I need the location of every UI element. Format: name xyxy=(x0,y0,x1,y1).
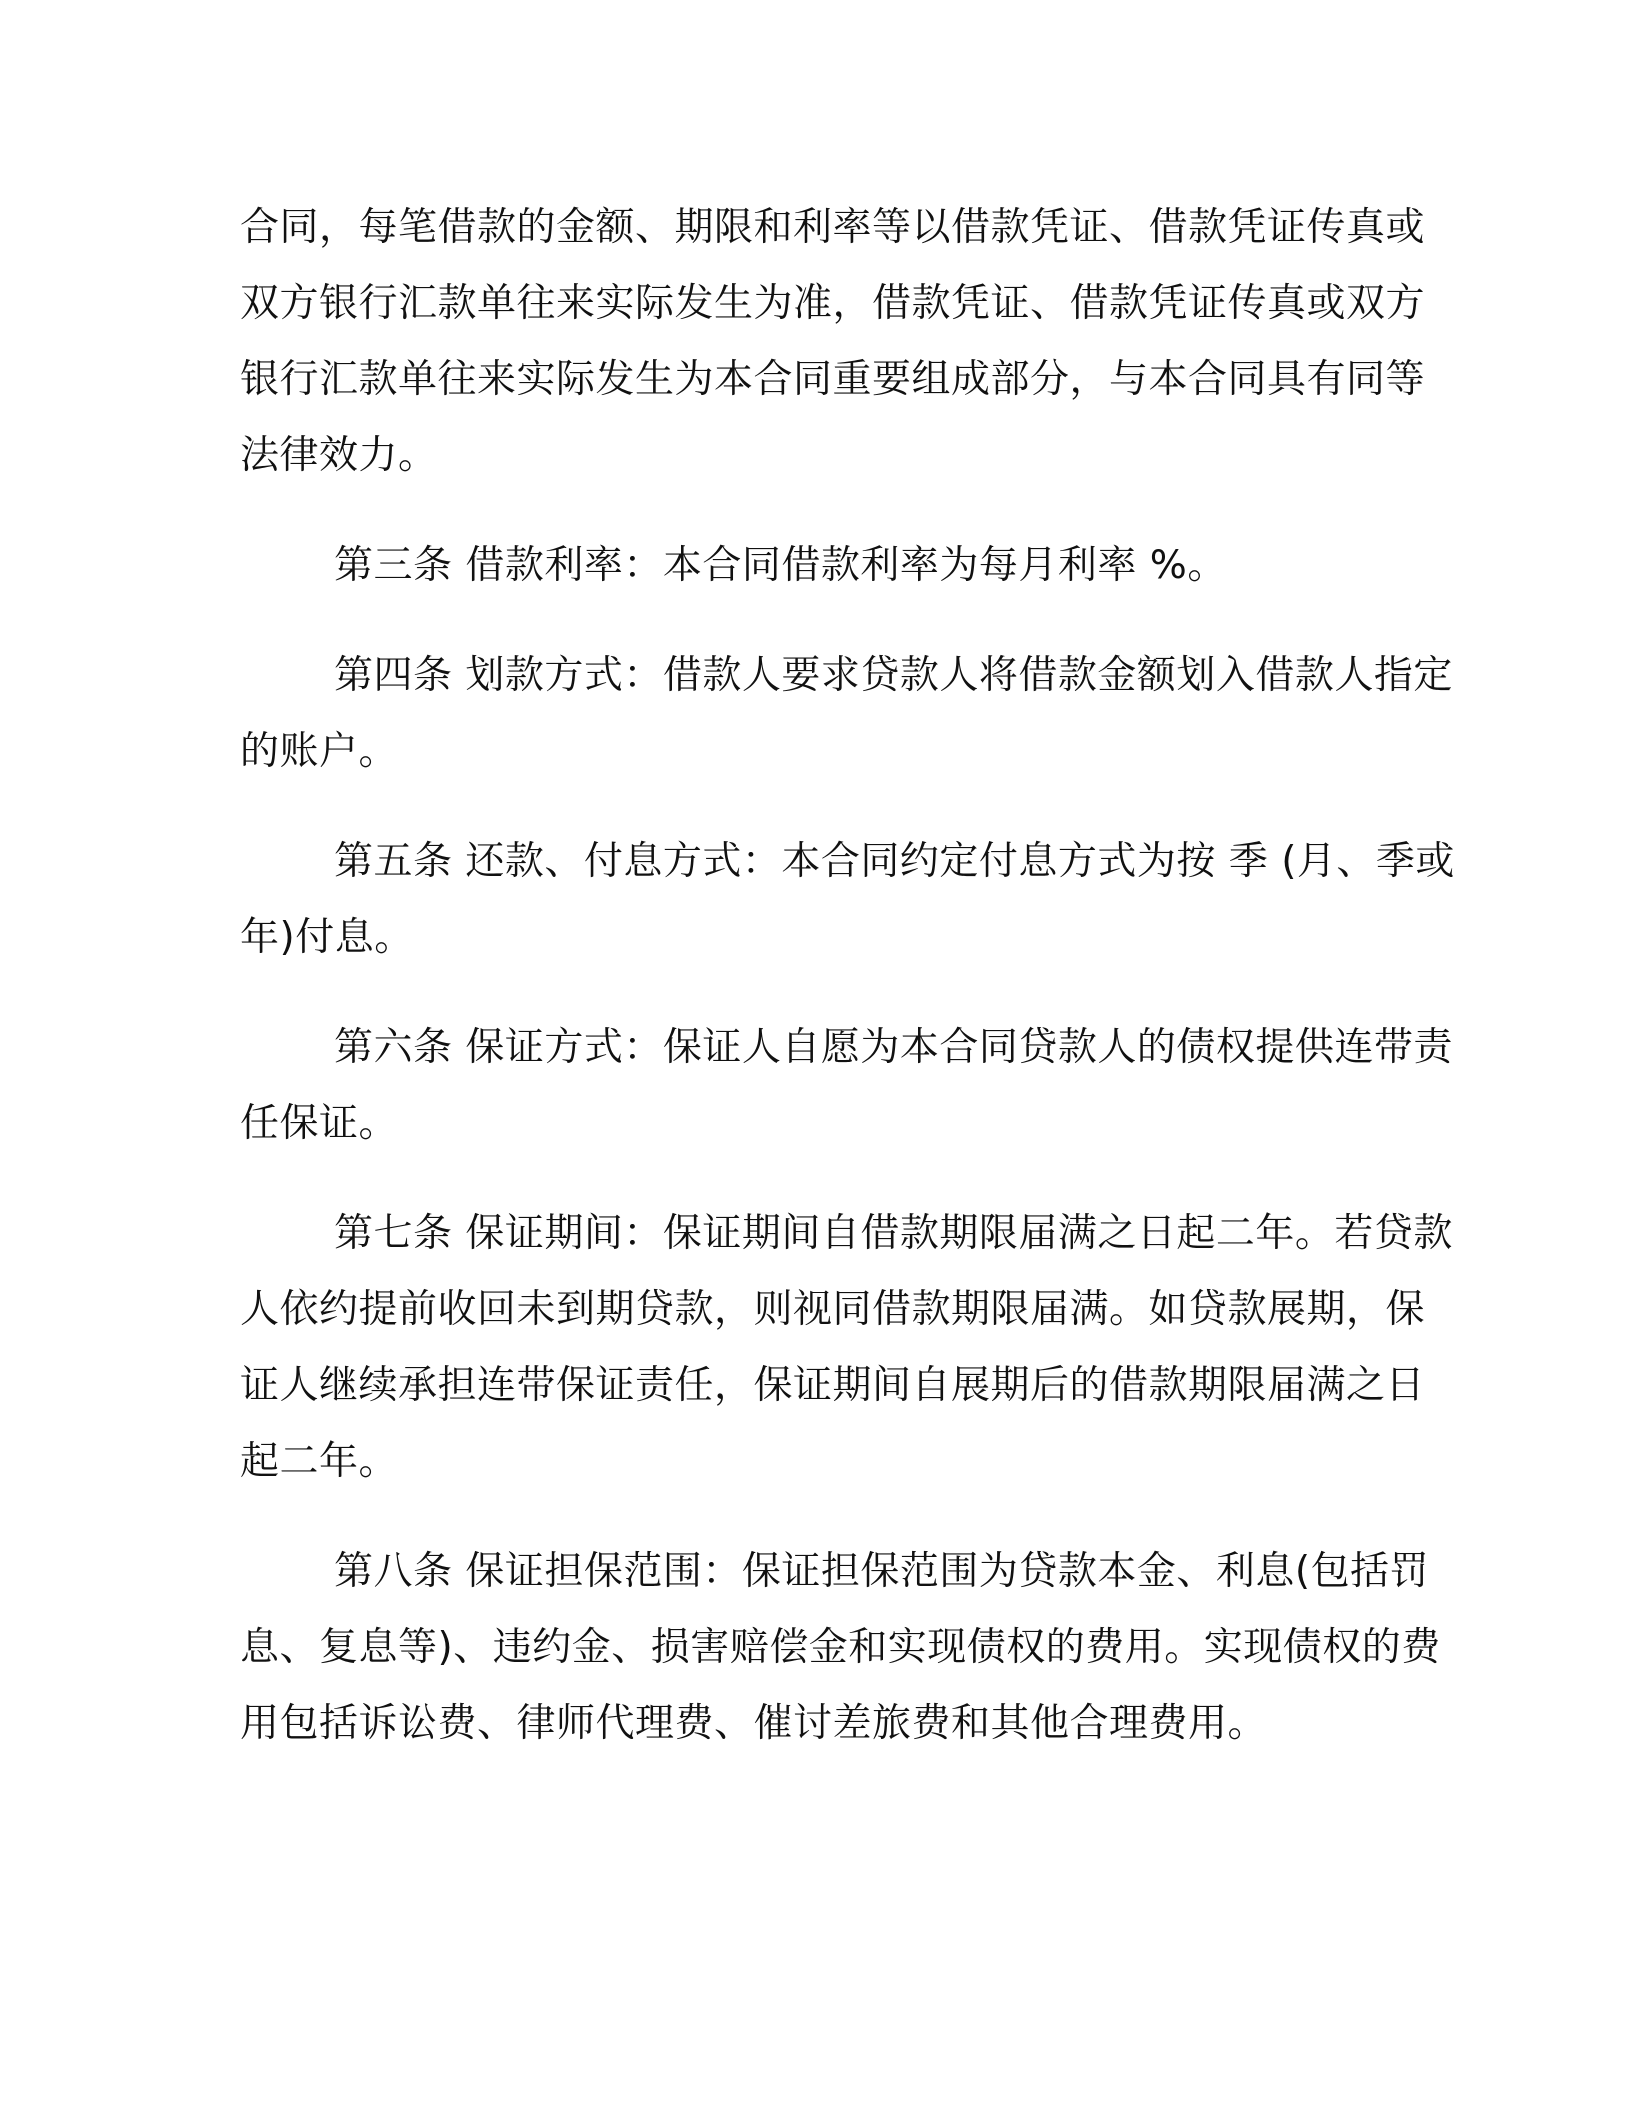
text-line: 用包括诉讼费、律师代理费、催讨差旅费和其他合理费用。 xyxy=(240,1701,1268,1746)
text-line: 第五条 还款、付息方式：本合同约定付息方式为按 季 (月、季或 xyxy=(334,839,1455,884)
paragraph-article-5 xyxy=(240,824,1455,976)
text-line: 双方银行汇款单往来实际发生为准，借款凭证、借款凭证传真或双方 xyxy=(240,281,1426,326)
text-line: 息、复息等)、违约金、损害赔偿金和实现债权的费用。实现债权的费 xyxy=(240,1625,1441,1670)
text-line: 的账户。 xyxy=(240,729,399,774)
text-line: 证人继续承担连带保证责任，保证期间自展期后的借款期限届满之日 xyxy=(240,1363,1426,1408)
text-line: 第七条 保证期间：保证期间自借款期限届满之日起二年。若贷款 xyxy=(334,1211,1453,1256)
text-line: 第六条 保证方式：保证人自愿为本合同贷款人的债权提供连带责 xyxy=(334,1025,1453,1070)
text-line: 起二年。 xyxy=(240,1439,399,1484)
text-line: 法律效力。 xyxy=(240,433,438,478)
text-line: 人依约提前收回未到期贷款，则视同借款期限届满。如贷款展期，保 xyxy=(240,1287,1426,1332)
paragraph-article-3 xyxy=(240,528,1400,604)
paragraph-contract-continuation xyxy=(240,190,1426,494)
text-line: 银行汇款单往来实际发生为本合同重要组成部分，与本合同具有同等 xyxy=(240,357,1426,402)
text-line: 任保证。 xyxy=(240,1101,399,1146)
paragraph-article-7 xyxy=(240,1196,1453,1500)
text-line: 第八条 保证担保范围：保证担保范围为贷款本金、利息(包括罚 xyxy=(334,1549,1430,1594)
text-line: 第三条 借款利率：本合同借款利率为每月利率 %。 xyxy=(334,543,1227,588)
paragraph-article-6 xyxy=(240,1010,1453,1162)
text-line: 第四条 划款方式：借款人要求贷款人将借款金额划入借款人指定 xyxy=(334,653,1453,698)
paragraph-article-8 xyxy=(240,1534,1441,1762)
text-line: 合同，每笔借款的金额、期限和利率等以借款凭证、借款凭证传真或 xyxy=(240,205,1426,250)
text-line: 年)付息。 xyxy=(240,915,414,960)
document-page xyxy=(240,190,1455,1796)
paragraph-article-4 xyxy=(240,638,1453,790)
